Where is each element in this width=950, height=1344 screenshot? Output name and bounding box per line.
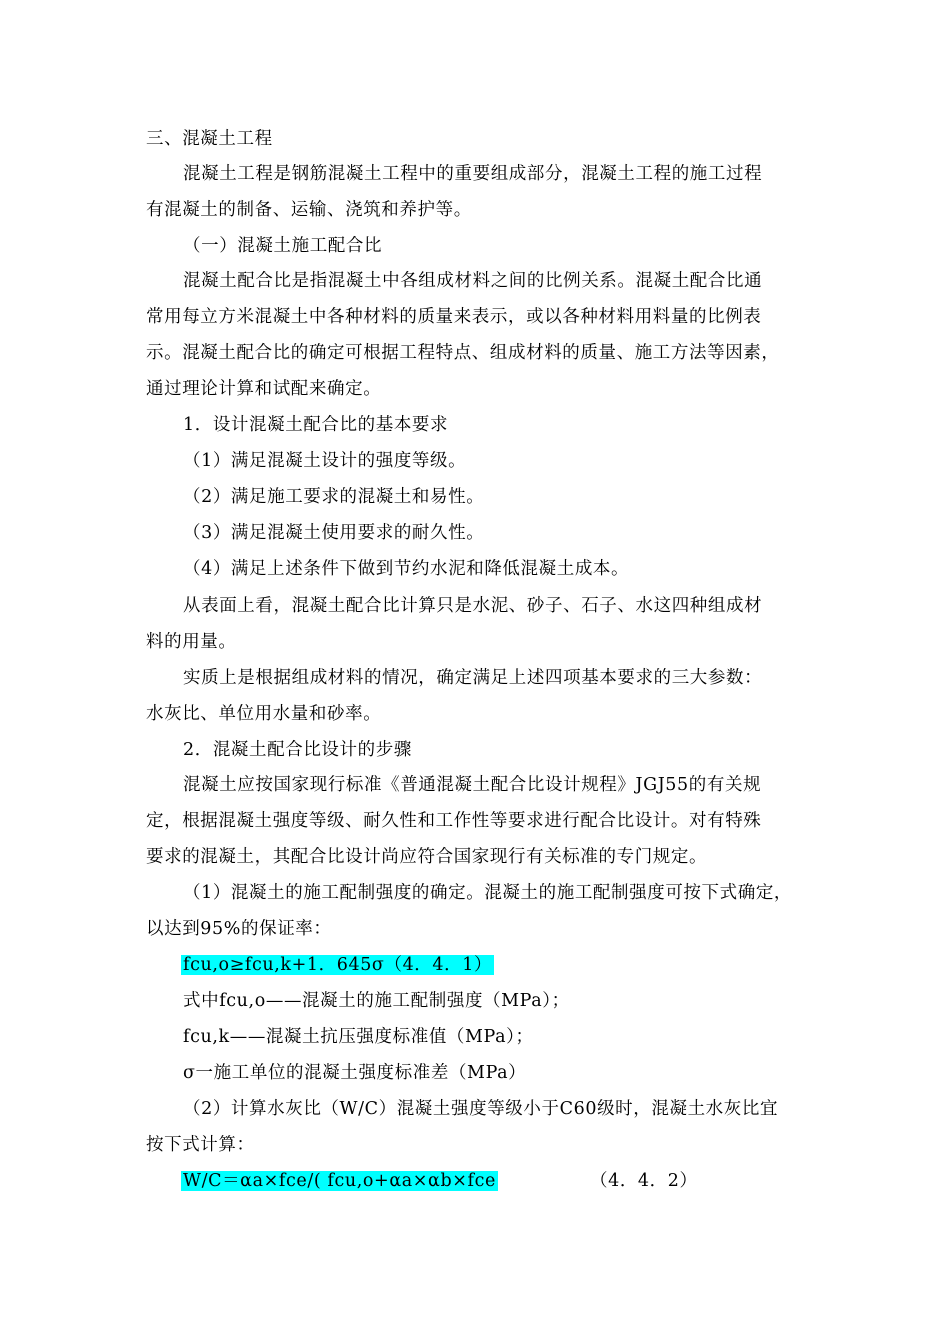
paragraph-line: 要求的混凝土，其配合比设计尚应符合国家现行有关标准的专门规定。: [146, 847, 708, 867]
paragraph-line: 定，根据混凝土强度等级、耐久性和工作性等要求进行配合比设计。对有特殊: [146, 811, 762, 831]
definition-line: fcu,k——混凝土抗压强度标准值（MPa）；: [183, 1027, 534, 1047]
paragraph-line: （1）混凝土的施工配制强度的确定。混凝土的施工配制强度可按下式确定，: [183, 883, 793, 903]
list-item: （3）满足混凝土使用要求的耐久性。: [183, 523, 485, 543]
paragraph-line: 混凝土配合比是指混凝土中各组成材料之间的比例关系。混凝土配合比通: [183, 271, 763, 291]
paragraph-line: 常用每立方米混凝土中各种材料的质量来表示，或以各种材料用料量的比例表: [146, 307, 762, 327]
paragraph-line: 以达到95%的保证率：: [146, 919, 332, 939]
paragraph-line: 按下式计算：: [146, 1135, 255, 1155]
section-heading: 三、混凝土工程: [146, 129, 273, 149]
paragraph-line: 示。混凝土配合比的确定可根据工程特点、组成材料的质量、施工方法等因素，: [146, 343, 780, 363]
list-item: （1）满足混凝土设计的强度等级。: [183, 451, 467, 471]
paragraph-line: （2）计算水灰比（W/C）混凝土强度等级小于C60级时，混凝土水灰比宜: [183, 1099, 779, 1119]
numbered-heading: 1．设计混凝土配合比的基本要求: [183, 415, 449, 435]
formula-4-4-2: [181, 1169, 498, 1193]
paragraph-line: 混凝土应按国家现行标准《普通混凝土配合比设计规程》JGJ55的有关规: [183, 775, 762, 795]
formula-highlight: W/C＝αa×fce/( fcu,o+αa×αb×fce: [183, 1171, 496, 1191]
paragraph-line: 从表面上看，混凝土配合比计算只是水泥、砂子、石子、水这四种组成材: [183, 596, 763, 616]
numbered-heading: 2．混凝土配合比设计的步骤: [183, 740, 412, 760]
paragraph-line: 通过理论计算和试配来确定。: [146, 379, 382, 399]
paragraph-line: 实质上是根据组成材料的情况，确定满足上述四项基本要求的三大参数：: [183, 668, 763, 688]
paragraph-line: 有混凝土的制备、运输、浇筑和养护等。: [146, 200, 472, 220]
definition-line: 式中fcu,o——混凝土的施工配制强度（MPa）；: [183, 991, 570, 1011]
subsection-heading: （一）混凝土施工配合比: [183, 236, 383, 256]
paragraph-line: 水灰比、单位用水量和砂率。: [146, 704, 382, 724]
equation-number: （4．4．2）: [590, 1171, 698, 1191]
paragraph-line: 混凝土工程是钢筋混凝土工程中的重要组成部分，混凝土工程的施工过程: [183, 164, 763, 184]
formula-4-4-1: [181, 953, 494, 977]
formula-highlight: fcu,o≥fcu,k+1．645σ（4．4．1）: [183, 955, 493, 975]
list-item: （2）满足施工要求的混凝土和易性。: [183, 487, 485, 507]
list-item: （4）满足上述条件下做到节约水泥和降低混凝土成本。: [183, 559, 630, 579]
definition-line: σ一施工单位的混凝土强度标准差（MPa）: [183, 1063, 527, 1083]
paragraph-line: 料的用量。: [146, 632, 237, 652]
